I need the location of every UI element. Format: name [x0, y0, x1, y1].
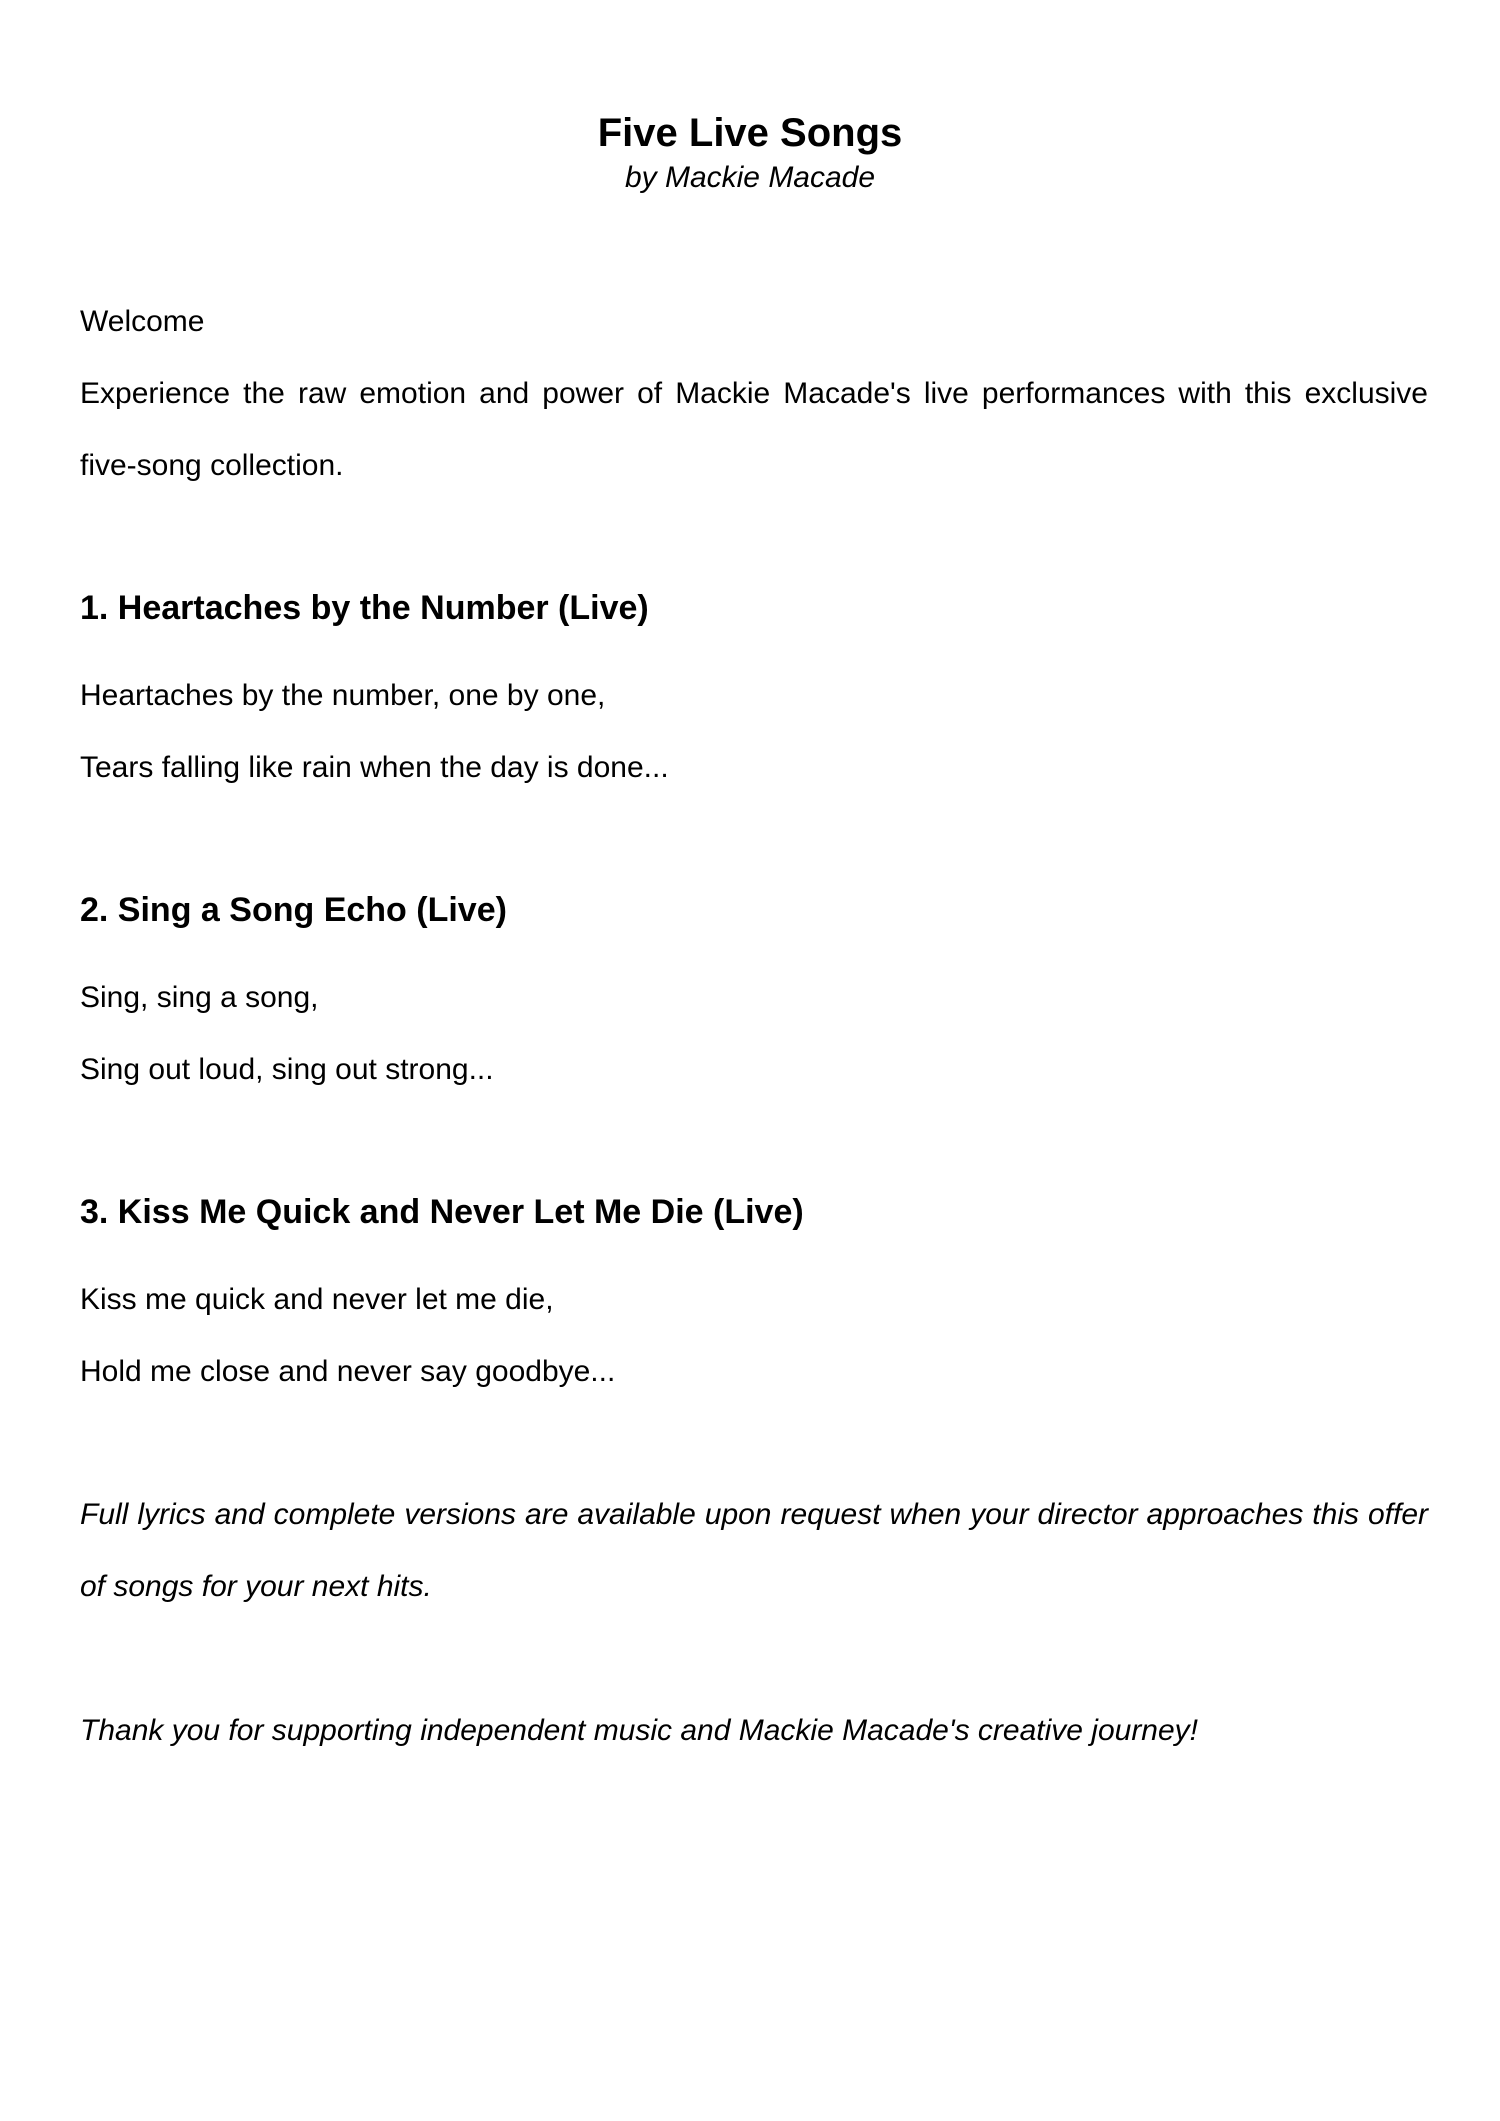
song-2-line-2: Sing out loud, sing out strong... [80, 1053, 494, 1086]
thank-you-note: Thank you for supporting independent music and Mackie Macade's creative journey! [80, 1714, 1199, 1747]
song-1-line-2: Tears falling like rain when the day is done... [80, 751, 669, 784]
page-title: Five Live Songs [597, 110, 903, 155]
author-byline: by Mackie Macade [624, 161, 876, 194]
song-heading-2: 2. Sing a Song Echo (Live) [80, 891, 507, 929]
song-3-line-2: Hold me close and never say goodbye... [80, 1355, 616, 1388]
availability-note: Full lyrics and complete versions are available upon request when your director approaches this offer of songs for your next hits. [80, 1498, 1428, 1603]
song-3-line-1: Kiss me quick and never let me die, [80, 1283, 554, 1316]
song-heading-3: 3. Kiss Me Quick and Never Let Me Die (Live) [80, 1193, 804, 1231]
song-1-line-1: Heartaches by the number, one by one, [80, 679, 606, 712]
song-2-line-1: Sing, sing a song, [80, 981, 319, 1014]
welcome-heading: Welcome [80, 305, 205, 338]
intro-paragraph: Experience the raw emotion and power of Mackie Macade's live performances with this exclusive five-song collection. [80, 377, 1428, 482]
song-heading-1: 1. Heartaches by the Number (Live) [80, 589, 649, 627]
